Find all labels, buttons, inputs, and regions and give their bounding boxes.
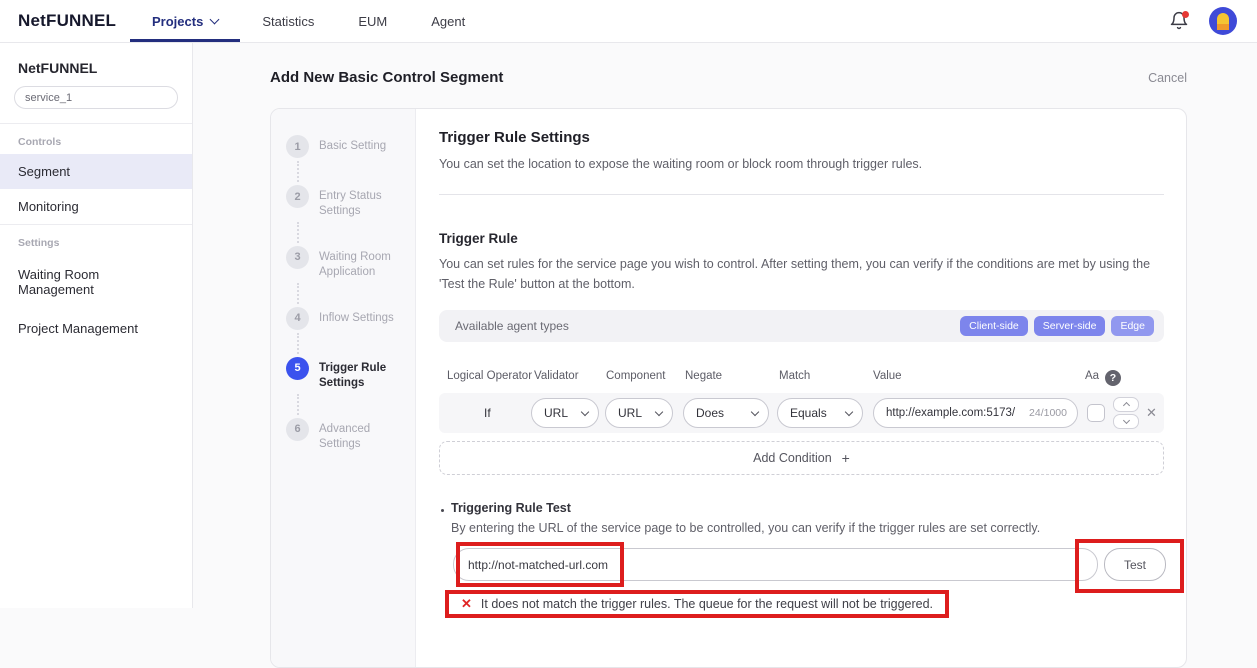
step-number: 2 [286,185,309,208]
sidebar-section-controls: Controls [18,136,62,148]
error-message: It does not match the trigger rules. The queue for the request will not be triggered. [480,597,934,612]
step-label: Trigger Rule Settings [319,361,387,389]
wizard-stepper [271,109,416,667]
step-number: 5 [286,357,309,380]
test-url-value: http://not-matched-url.com [468,557,609,572]
rule-test-description: By entering the URL of the service page to be controlled, you can verify if the trigger rules are set correctly. [451,521,1041,536]
nav-item-label: EUM [358,13,388,29]
step-label: Entry Status Settings [319,190,382,217]
chevron-down-icon [581,407,589,415]
sidebar-title: NetFUNNEL [18,60,98,76]
nav-item-eum[interactable] [336,0,409,42]
chevron-down-icon [655,407,663,415]
step-number: 4 [286,307,309,330]
page-header [193,43,1257,86]
step-inflow-settings[interactable] [286,307,405,330]
step-connector [297,283,405,304]
help-icon[interactable]: ? [1105,370,1121,386]
step-advanced-settings[interactable] [286,418,405,452]
trigger-rule-row [439,393,1164,433]
section-description: You can set the location to expose the waiting room or block room through trigger rules. [439,157,923,171]
char-counter: 24/1000 [1029,407,1067,420]
col-negate: Negate [685,370,723,383]
sidebar-item-project-management[interactable]: Project Management [18,321,138,336]
plus-icon: + [841,450,850,467]
navbar-right [1169,7,1237,35]
nav-item-projects[interactable] [130,0,240,42]
add-condition-label: Add Condition [753,451,832,466]
col-case-sensitivity: Aa [1085,370,1100,383]
step-number: 6 [286,418,309,441]
badge-edge: Edge [1111,316,1154,336]
step-basic-setting[interactable] [286,135,405,158]
rule-test-row [439,548,1164,582]
rule-test-title: Triggering Rule Test [451,501,571,516]
test-button[interactable] [1104,548,1166,581]
rule-test-header [439,501,1164,515]
bullet-dot [441,509,444,512]
trigger-rule-title: Trigger Rule [439,231,518,247]
sidebar [0,43,193,608]
service-selector[interactable] [14,86,178,109]
sidebar-item-monitoring[interactable]: Monitoring [18,199,79,214]
reorder-controls [1113,397,1139,429]
step-waiting-room-application[interactable] [286,246,405,280]
add-condition-button[interactable] [439,441,1164,475]
step-trigger-rule-settings[interactable] [286,357,405,391]
col-validator: Validator [534,370,579,383]
col-value: Value [873,370,902,383]
case-sensitive-checkbox[interactable] [1087,404,1105,422]
chevron-down-icon [210,14,220,24]
step-label: Waiting Room Application [319,250,391,278]
test-button-label: Test [1123,557,1146,572]
step-label: Advanced Settings [319,422,371,450]
rule-value-input[interactable] [873,398,1078,428]
nav-item-label: Projects [152,13,204,29]
step-label: Inflow Settings [319,311,394,324]
sidebar-item-segment[interactable]: Segment [0,154,192,189]
top-navbar [0,0,1257,43]
component-value: URL [618,406,643,421]
nav-item-statistics[interactable] [240,0,336,42]
step-label: Basic Setting [319,140,387,152]
sidebar-section-settings: Settings [18,237,60,249]
chevron-down-icon [751,407,759,415]
badge-server-side: Server-side [1034,316,1106,336]
step-connector [297,222,405,243]
rule-value-text: http://example.com:5173/ [886,407,1016,420]
cancel-button[interactable]: Cancel [1148,70,1187,85]
nav-item-label: Statistics [262,13,315,29]
chevron-up-icon [1122,402,1129,409]
remove-rule-icon[interactable]: ✕ [1146,405,1157,421]
test-url-input[interactable] [453,548,1098,581]
error-x-icon: ✕ [461,596,472,612]
negate-select[interactable] [683,398,769,428]
step-number: 3 [286,246,309,269]
agent-type-badges [960,316,1154,336]
chevron-down-icon [845,407,853,415]
logical-operator-value: If [484,406,491,421]
main-area [193,43,1257,612]
wizard-content [416,109,1186,667]
validator-select[interactable] [531,398,599,428]
component-select[interactable] [605,398,673,428]
notification-dot [1182,11,1189,18]
step-connector [297,161,405,182]
page-title: Add New Basic Control Segment [270,69,504,86]
col-logical-operator: Logical Operator [447,370,533,383]
step-connector [297,394,405,415]
agent-types-label: Available agent types [455,319,569,334]
match-value: Equals [790,406,827,421]
step-entry-status-settings[interactable] [286,185,405,219]
match-select[interactable] [777,398,863,428]
nav-item-label: Agent [431,13,466,29]
move-down-button[interactable] [1113,414,1139,429]
validator-value: URL [544,406,569,421]
step-number: 1 [286,135,309,158]
annotation-box-error [445,590,949,618]
trigger-rule-description: You can set rules for the service page you wish to control. After setting them, you can verify if the conditions are met by using the 'Test the Rule' button at the bottom. [439,257,1151,291]
segment-wizard-card [270,108,1187,668]
netfunnel-logo: NetFUNNEL [18,11,117,30]
step-connector [297,333,405,354]
negate-value: Does [696,406,725,421]
divider [439,194,1164,195]
chevron-down-icon [1122,417,1129,424]
col-match: Match [779,370,811,383]
available-agent-types-bar [439,310,1164,342]
rule-column-headers [439,370,1164,385]
notification-bell-icon[interactable] [1169,11,1189,31]
nav-item-agent[interactable] [409,0,487,42]
section-title: Trigger Rule Settings [439,129,590,146]
main-nav [130,0,487,42]
move-up-button[interactable] [1113,397,1139,412]
col-component: Component [606,370,666,383]
service-selector-value: service_1 [25,91,73,104]
user-avatar[interactable] [1209,7,1237,35]
sidebar-item-waiting-room-management[interactable]: Waiting Room Management [18,267,100,297]
badge-client-side: Client-side [960,316,1028,336]
rule-test-result-row [445,590,1164,618]
